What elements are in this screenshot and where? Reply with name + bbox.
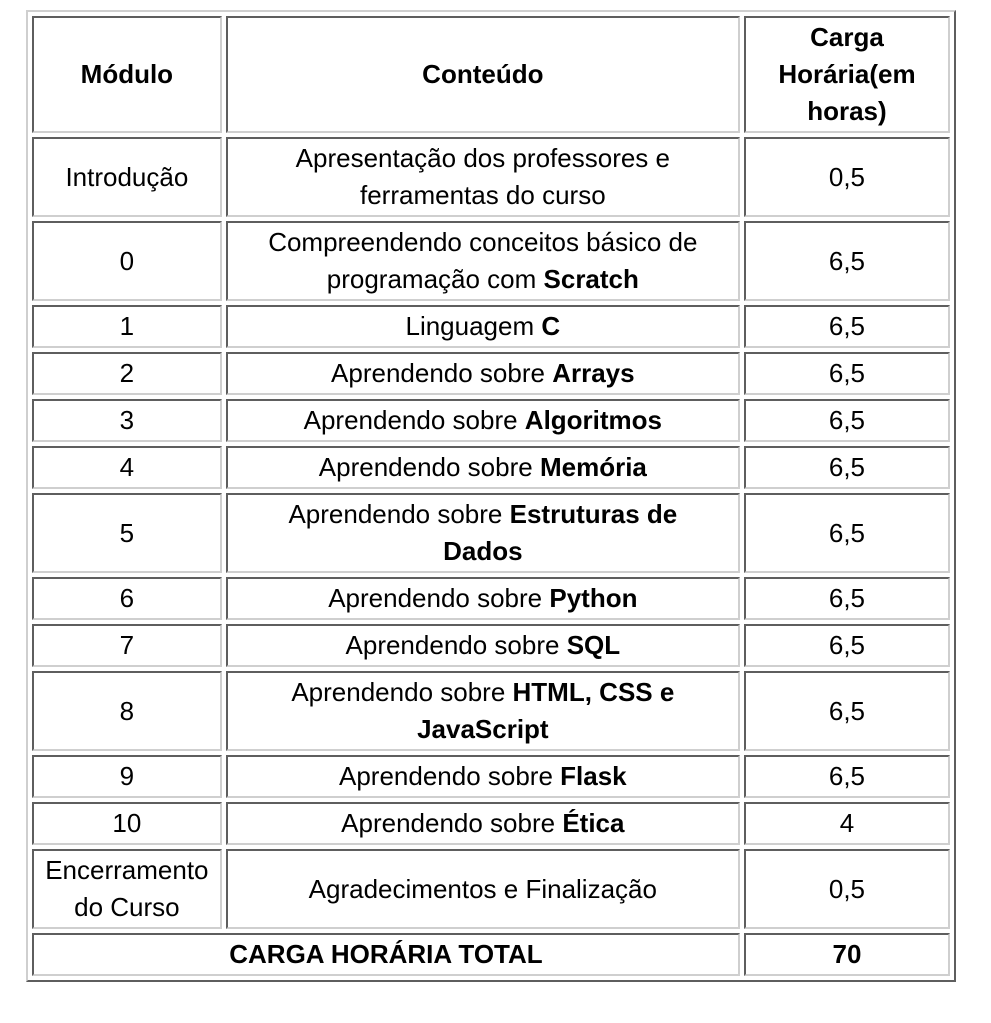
conteudo-cell — [226, 624, 740, 667]
modulo-cell — [32, 849, 222, 929]
header-conteudo: Conteúdo — [226, 16, 740, 133]
carga-cell: 4 — [744, 802, 950, 845]
table-row — [32, 446, 950, 489]
conteudo-cell: Agradecimentos e Finalização — [226, 849, 740, 929]
conteudo-bold: Memória — [539, 452, 647, 482]
conteudo-plain: Aprendendo sobre — [345, 630, 567, 660]
course-schedule-table — [26, 10, 956, 982]
table-row — [32, 493, 950, 573]
carga-cell: 6,5 — [744, 399, 950, 442]
conteudo-cell — [226, 305, 740, 348]
conteudo-cell — [226, 137, 740, 217]
conteudo-bold: C — [541, 311, 561, 341]
carga-cell: 6,5 — [744, 577, 950, 620]
conteudo-bold: Ética — [562, 808, 625, 838]
conteudo-bold: Algoritmos — [524, 405, 663, 435]
conteudo-bold-line2: Dados — [443, 536, 523, 566]
conteudo-plain: Aprendendo sobre — [288, 499, 510, 529]
modulo-cell: 0 — [32, 221, 222, 301]
conteudo-bold: Scratch — [543, 264, 639, 294]
conteudo-bold-line2: JavaScript — [417, 714, 549, 744]
carga-cell: 0,5 — [744, 849, 950, 929]
carga-cell: 6,5 — [744, 755, 950, 798]
modulo-cell: 5 — [32, 493, 222, 573]
conteudo-plain: Aprendendo sobre — [303, 405, 525, 435]
table-row — [32, 577, 950, 620]
conteudo-cell — [226, 399, 740, 442]
carga-cell: 6,5 — [744, 221, 950, 301]
course-schedule-table-wrapper — [26, 10, 956, 982]
conteudo-plain: Aprendendo sobre — [318, 452, 540, 482]
modulo-cell: 8 — [32, 671, 222, 751]
conteudo-plain: Linguagem — [405, 311, 542, 341]
conteudo-cell — [226, 446, 740, 489]
table-row — [32, 352, 950, 395]
header-carga-line1: Carga — [810, 22, 884, 52]
conteudo-bold: Flask — [560, 761, 627, 791]
conteudo-cell — [226, 802, 740, 845]
carga-cell: 6,5 — [744, 624, 950, 667]
table-row — [32, 305, 950, 348]
conteudo-plain: Aprendendo sobre — [328, 583, 550, 613]
carga-cell: 0,5 — [744, 137, 950, 217]
header-carga-line3: horas) — [807, 96, 887, 126]
table-row — [32, 671, 950, 751]
modulo-cell: 10 — [32, 802, 222, 845]
conteudo-cell — [226, 755, 740, 798]
modulo-cell: 6 — [32, 577, 222, 620]
carga-cell: 6,5 — [744, 305, 950, 348]
modulo-cell: 2 — [32, 352, 222, 395]
header-carga-horaria — [744, 16, 950, 133]
modulo-line2: do Curso — [74, 892, 180, 922]
conteudo-cell — [226, 352, 740, 395]
conteudo-cell — [226, 671, 740, 751]
conteudo-line2: ferramentas do curso — [359, 180, 606, 210]
modulo-line1: Encerramento — [45, 855, 209, 885]
header-modulo: Módulo — [32, 16, 222, 133]
table-row — [32, 849, 950, 929]
conteudo-line1: Apresentação dos professores e — [295, 143, 670, 173]
carga-cell: 6,5 — [744, 493, 950, 573]
conteudo-bold: Estruturas de — [509, 499, 678, 529]
conteudo-plain: Aprendendo sobre — [341, 808, 563, 838]
conteudo-cell — [226, 221, 740, 301]
modulo-cell: 7 — [32, 624, 222, 667]
table-row — [32, 399, 950, 442]
conteudo-bold: Arrays — [552, 358, 635, 388]
conteudo-bold: SQL — [566, 630, 621, 660]
conteudo-plain: Aprendendo sobre — [338, 761, 561, 791]
conteudo-plain: Aprendendo sobre — [331, 358, 553, 388]
modulo-cell: 3 — [32, 399, 222, 442]
table-row — [32, 624, 950, 667]
total-value: 70 — [744, 933, 950, 976]
header-carga-line2: Horária(em — [778, 59, 916, 89]
modulo-cell: 1 — [32, 305, 222, 348]
conteudo-cell — [226, 577, 740, 620]
table-row — [32, 137, 950, 217]
carga-cell: 6,5 — [744, 446, 950, 489]
modulo-cell: 4 — [32, 446, 222, 489]
table-row — [32, 802, 950, 845]
total-label: CARGA HORÁRIA TOTAL — [32, 933, 740, 976]
carga-cell: 6,5 — [744, 671, 950, 751]
carga-cell: 6,5 — [744, 352, 950, 395]
conteudo-bold: HTML, CSS e — [512, 677, 675, 707]
conteudo-plain: programação com — [326, 264, 544, 294]
conteudo-bold: Python — [549, 583, 638, 613]
total-row — [32, 933, 950, 976]
conteudo-plain: Aprendendo sobre — [291, 677, 513, 707]
table-row — [32, 221, 950, 301]
conteudo-cell — [226, 493, 740, 573]
header-row — [32, 16, 950, 133]
modulo-cell: 9 — [32, 755, 222, 798]
modulo-cell: Introdução — [32, 137, 222, 217]
conteudo-line1: Compreendendo conceitos básico de — [268, 227, 698, 257]
table-row — [32, 755, 950, 798]
